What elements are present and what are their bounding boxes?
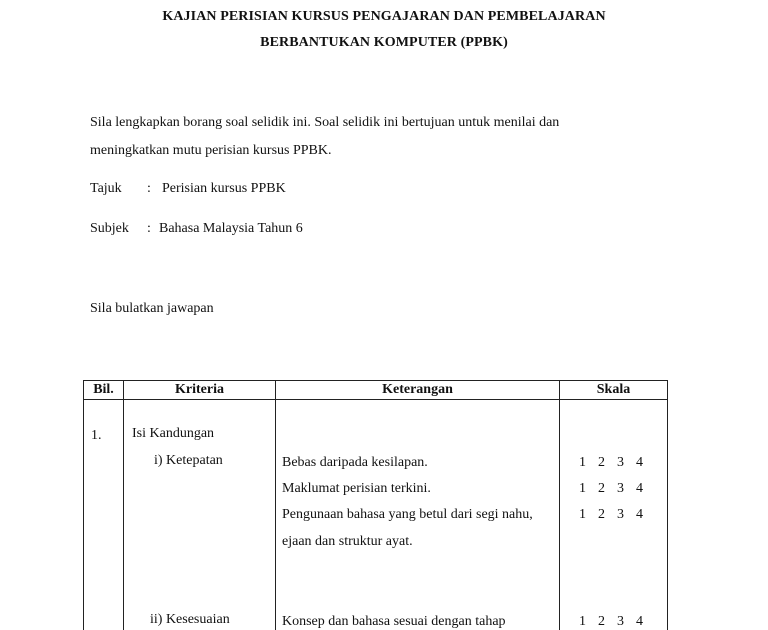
column-divider xyxy=(275,381,276,630)
column-divider xyxy=(123,381,124,630)
document-title-line-2: BERBANTUKAN KOMPUTER (PPBK) xyxy=(260,35,508,50)
scale-option[interactable]: 3 xyxy=(617,507,624,522)
document-title-line-1: KAJIAN PERISIAN KURSUS PENGAJARAN DAN PEMBELAJARAN xyxy=(162,9,606,24)
header-kriteria: Kriteria xyxy=(175,382,224,397)
rating-scale xyxy=(579,614,655,630)
scale-option[interactable]: 4 xyxy=(636,455,643,470)
field-separator: : xyxy=(147,221,151,236)
field-value: Bahasa Malaysia Tahun 6 xyxy=(159,221,303,236)
field-label: Tajuk xyxy=(90,181,122,196)
scale-option[interactable]: 1 xyxy=(579,507,586,522)
scale-option[interactable]: 4 xyxy=(636,614,643,629)
scale-option[interactable]: 4 xyxy=(636,507,643,522)
header-skala: Skala xyxy=(596,382,631,397)
description-text: ejaan dan struktur ayat. xyxy=(282,534,413,549)
header-keterangan: Keterangan xyxy=(382,382,453,397)
description-text: Bebas daripada kesilapan. xyxy=(282,455,428,470)
row-number: 1. xyxy=(91,428,102,443)
scale-option[interactable]: 2 xyxy=(598,455,605,470)
scale-option[interactable]: 3 xyxy=(617,614,624,629)
scale-option[interactable]: 2 xyxy=(598,614,605,629)
rating-scale xyxy=(579,481,655,497)
field-label: Subjek xyxy=(90,221,129,236)
description-text: Maklumat perisian terkini. xyxy=(282,481,431,496)
rating-scale xyxy=(579,455,655,471)
rating-scale xyxy=(579,507,655,523)
header-bil: Bil. xyxy=(93,382,114,397)
scale-option[interactable]: 2 xyxy=(598,481,605,496)
scale-option[interactable]: 1 xyxy=(579,614,586,629)
section-title: Isi Kandungan xyxy=(132,426,215,441)
header-divider xyxy=(84,399,667,400)
scale-option[interactable]: 3 xyxy=(617,455,624,470)
description-text: Konsep dan bahasa sesuai dengan tahap xyxy=(282,614,506,629)
scale-option[interactable]: 1 xyxy=(579,455,586,470)
column-divider xyxy=(559,381,560,630)
intro-line-1: Sila lengkapkan borang soal selidik ini. Soal selidik ini bertujuan untuk menilai dan xyxy=(90,115,560,130)
evaluation-table xyxy=(83,380,668,630)
criterion-label: ii) Kesesuaian xyxy=(150,612,230,627)
field-value: Perisian kursus PPBK xyxy=(162,181,286,196)
instruction-text: Sila bulatkan jawapan xyxy=(90,301,214,316)
field-separator: : xyxy=(147,181,151,196)
scale-option[interactable]: 3 xyxy=(617,481,624,496)
scale-option[interactable]: 2 xyxy=(598,507,605,522)
scale-option[interactable]: 4 xyxy=(636,481,643,496)
description-text: Pengunaan bahasa yang betul dari segi nahu, xyxy=(282,507,533,522)
scale-option[interactable]: 1 xyxy=(579,481,586,496)
intro-line-2: meningkatkan mutu perisian kursus PPBK. xyxy=(90,143,332,158)
criterion-label: i) Ketepatan xyxy=(154,453,223,468)
